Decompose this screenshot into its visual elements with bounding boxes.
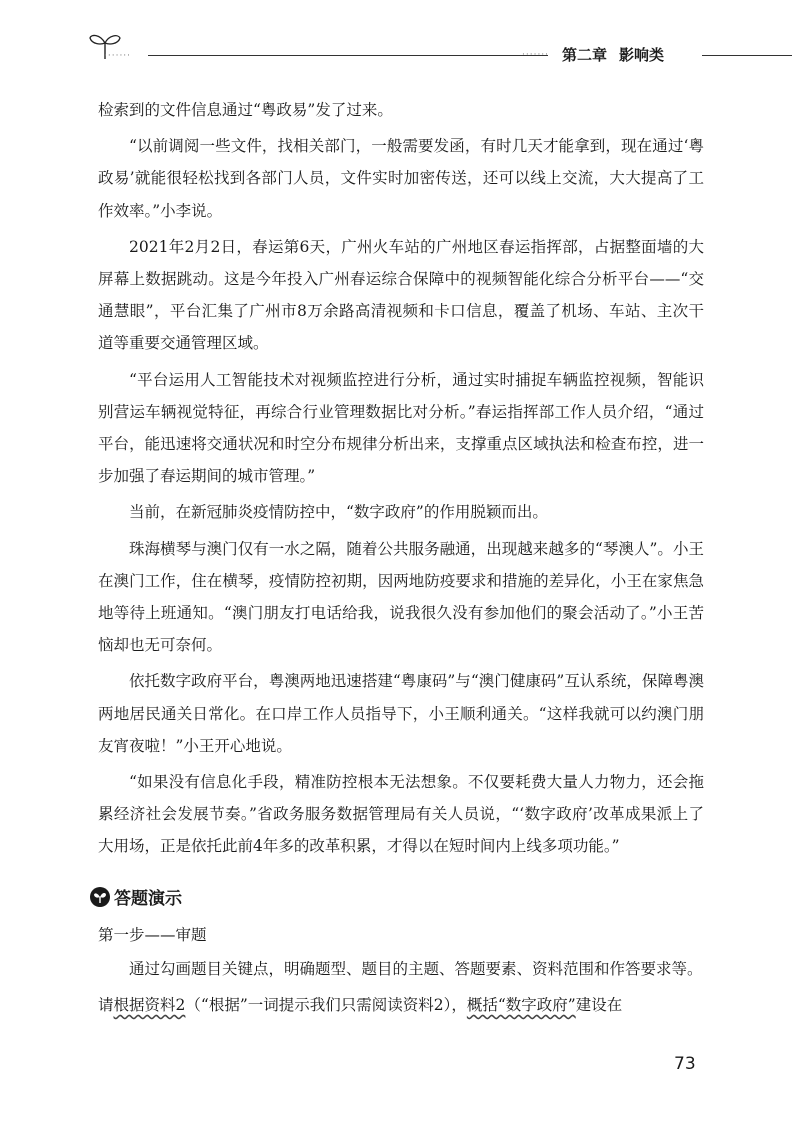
step-title: 第一步——审题 — [98, 925, 207, 944]
page-number: 73 — [674, 1054, 696, 1074]
section-heading — [90, 881, 696, 913]
chapter-title: 影响类 — [619, 46, 665, 64]
paragraph: “如果没有信息化手段，精准防控根本无法想象。不仅要耗费大量人力物力，还会拖累经济社会发展节奏。”省政务服务数据管理局有关人员说，“‘数字政府’改革成果派上了大用场，正是依托此前4年多的改革积累，才得以在短时间内上线多项功能。” — [98, 773, 704, 856]
text-run: 建设在 — [575, 995, 623, 1014]
paragraph: 珠海横琴与澳门仅有一水之隔，随着公共服务融通，出现越来越多的“琴澳人”。小王在澳门工作，住在横琴，疫情防控初期，因两地防疫要求和措施的差异化，小王在家焦急地等待上班通知。“澳门朋友打电话给我，说我很久没有参加他们的聚会活动了。”小王苦恼却也无可奈何。 — [98, 539, 704, 655]
header-rule-right — [702, 55, 792, 56]
paragraph: “平台运用人工智能技术对视频监控进行分析，通过实时捕捉车辆监控视频，智能识别营运车辆视觉特征，再综合行业管理数据比对分析。”春运指挥部工作人员介绍，“通过平台，能迅速将交通状况和时空分布规律分析出来，支撑重点区域执法和检查布控，进一步加强了春运期间的城市管理。” — [98, 370, 704, 486]
header-dots-left: ······· — [104, 51, 132, 61]
section-title: 答题演示 — [114, 889, 182, 910]
paragraph: 2021年2月2日，春运第6天，广州火车站的广州地区春运指挥部，占据整面墙的大屏幕上数据跳动。这是今年投入广州春运综合保障中的视频智能化综合分析平台——“交通慧眼”，平台汇集了广州市8万余路高清视频和卡口信息，覆盖了机场、车站、主次干道等重要交通管理区域。 — [98, 237, 704, 353]
paragraph: 当前，在新冠肺炎疫情防控中，“数字政府”的作用脱颖而出。 — [129, 503, 548, 522]
chapter-label: 第二章 — [562, 46, 608, 64]
paragraph: 检索到的文件信息通过“粤政易”发了过来。 — [98, 101, 393, 119]
leaf-badge-icon — [90, 887, 110, 907]
wavy-underlined-text: 概括“数字政府” — [466, 995, 576, 1014]
text-run: （“根据”一词提示我们只需阅读资料2）， — [185, 995, 467, 1014]
running-header — [0, 26, 800, 66]
header-rule-left — [148, 55, 548, 56]
wavy-underlined-text: 根据资料2 — [113, 995, 186, 1014]
chapter-heading — [562, 44, 664, 65]
paragraph-last-line — [98, 989, 704, 1021]
paragraph: 依托数字政府平台，粤澳两地迅速搭建“粤康码”与“澳门健康码”互认系统，保障粤澳两地居民通关日常化。在口岸工作人员指导下，小王顺利通关。“这样我就可以约澳门朋友宵夜啦！”小王开心地说。 — [98, 672, 704, 755]
page-body — [98, 94, 704, 1025]
text-run: 请 — [98, 995, 114, 1014]
paragraph: “以前调阅一些文件，找相关部门，一般需要发函，有时几天才能拿到，现在通过‘粤政易’就能很轻松找到各部门人员，文件实时加密传送，还可以线上交流，大大提高了工作效率。”小李说。 — [98, 137, 704, 220]
header-dots-right: ······· — [522, 50, 550, 60]
paragraph: 通过勾画题目关键点，明确题型、题目的主题、答题要素、资料范围和作答要求等。 — [129, 959, 703, 978]
